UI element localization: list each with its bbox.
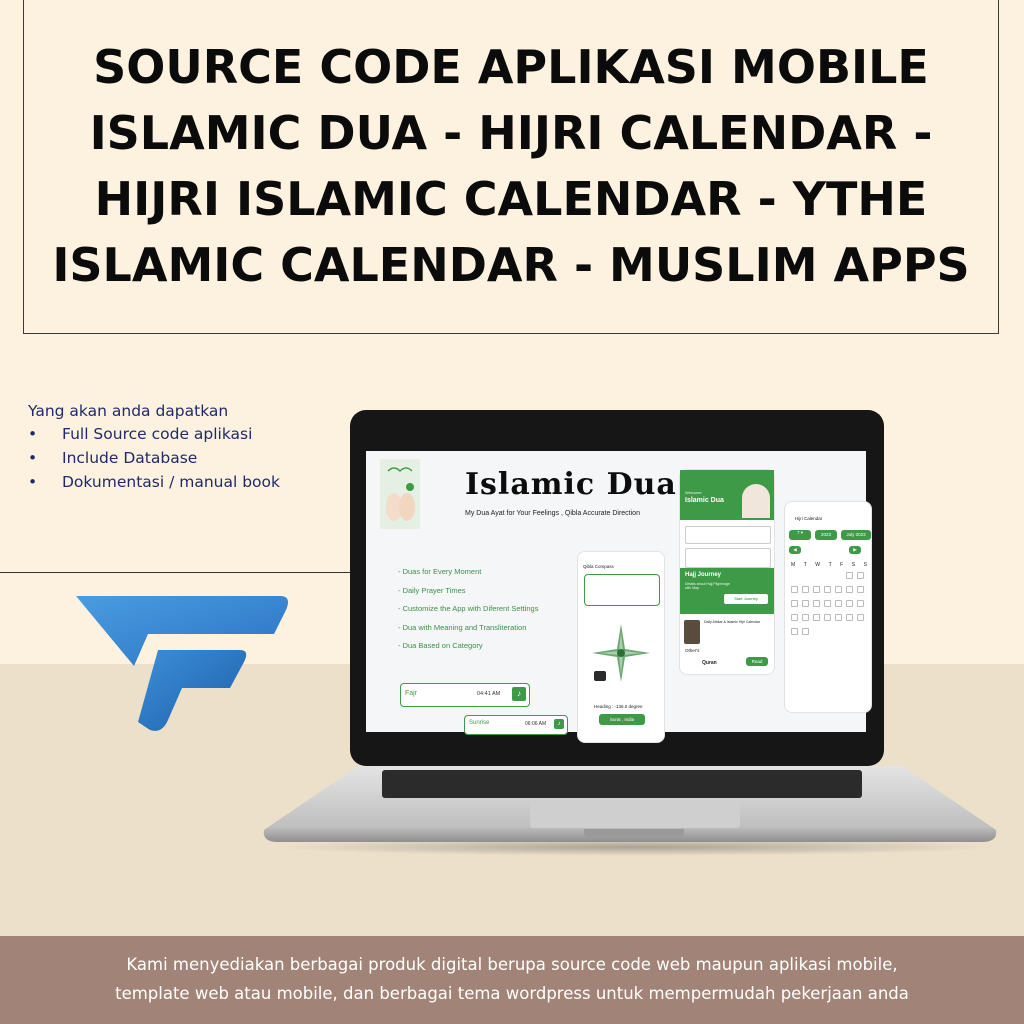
read-button[interactable]: Read (746, 657, 768, 666)
weekday-label: S (851, 562, 856, 568)
calendar-day-cell[interactable] (824, 600, 831, 607)
laptop-screen (366, 451, 866, 732)
prev-month-button[interactable]: ◀ (789, 546, 801, 554)
weekday-label: S (863, 562, 867, 568)
kaaba-icon (594, 671, 606, 681)
calendar-day-cell[interactable] (857, 614, 864, 621)
hajj-description: Details about Hajj Pilgrimage with Map (685, 582, 730, 590)
footer-banner (0, 936, 1024, 1024)
prayer-name: Fajr (405, 690, 418, 697)
others-label: Other's (685, 648, 700, 653)
prayer-name: Sunrise (469, 720, 490, 726)
footer-line: Kami menyediakan berbagai produk digital berupa source code web maupun aplikasi mobile, (126, 955, 898, 974)
start-journey-button[interactable]: Start Journey (724, 594, 768, 604)
welcome-label: Welcome (685, 490, 702, 495)
calendar-day-cell[interactable] (802, 586, 809, 593)
calendar-day-cell[interactable] (813, 614, 820, 621)
weekday-label: F (840, 562, 844, 568)
footer-line: template web atau mobile, dan berbagai tema wordpress untuk mempermudah pekerjaan anda (115, 984, 909, 1003)
next-month-button[interactable]: ▶ (849, 546, 861, 554)
day-select[interactable]: 7 ▾ (789, 530, 811, 540)
touchpad (530, 802, 740, 828)
benefits-list (28, 402, 280, 494)
feature-item: - Dua Based on Category (398, 641, 483, 650)
calendar-day-cell[interactable] (857, 586, 864, 593)
benefit-item: • Include Database (28, 446, 280, 470)
calendar-day-cell[interactable] (846, 572, 853, 579)
hijri-title: Hijri Calendar (795, 516, 823, 521)
divider (0, 572, 350, 573)
weekday-header (791, 562, 867, 568)
prayer-card-fajr[interactable] (400, 683, 530, 707)
prayer-time: 06:06 AM (525, 721, 547, 727)
next-prayer-card (685, 526, 771, 544)
home-phone-screen (679, 469, 775, 675)
welcome-title: Islamic Dua (685, 497, 724, 504)
month-select[interactable]: July 2023 (841, 530, 871, 540)
avatar (742, 484, 770, 518)
hijri-phone-screen (784, 501, 872, 713)
bell-icon[interactable]: ♪ (512, 687, 526, 701)
app-subtitle: My Dua Ayat for Your Feelings , Qibla Accurate Direction (465, 510, 640, 517)
prayer-card-sunrise[interactable] (464, 715, 568, 735)
prayer-times-row (685, 548, 771, 568)
location-button[interactable]: Surat , India (599, 714, 645, 725)
qibla-phone-screen (577, 551, 665, 743)
adhkar-label: Daily Athkar & Islamic Hijri Calendar (704, 620, 761, 624)
calendar-day-cell[interactable] (813, 600, 820, 607)
laptop-notch (584, 829, 684, 838)
calendar-day-cell[interactable] (846, 600, 853, 607)
calendar-day-cell[interactable] (802, 628, 809, 635)
calendar-day-cell[interactable] (846, 614, 853, 621)
calendar-day-cell[interactable] (824, 614, 831, 621)
hajj-title: Hajj Journey (685, 572, 722, 578)
calendar-day-cell[interactable] (802, 614, 809, 621)
calendar-day-cell[interactable] (824, 586, 831, 593)
weekday-label: M (791, 562, 796, 568)
feature-item: - Customize the App with Diferent Settings (398, 604, 539, 613)
feature-item: - Daily Prayer Times (398, 585, 466, 595)
feature-item: - Dua with Meaning and Transliteration (398, 622, 527, 632)
app-logo-image (380, 459, 420, 529)
brand-logo-icon (70, 590, 300, 740)
benefits-heading: Yang akan anda dapatkan (28, 402, 229, 420)
calendar-day-cell[interactable] (802, 600, 809, 607)
quran-label: Quran (702, 660, 717, 666)
calendar-day-cell[interactable] (791, 628, 798, 635)
calendar-day-cell[interactable] (835, 600, 842, 607)
calendar-day-cell[interactable] (813, 586, 820, 593)
weekday-label: T (803, 562, 807, 568)
title-box (23, 0, 999, 334)
calendar-day-cell[interactable] (791, 586, 798, 593)
calendar-day-cell[interactable] (846, 586, 853, 593)
bell-icon[interactable]: ♪ (554, 719, 564, 729)
feature-item: - Duas for Every Moment (398, 567, 482, 576)
calendar-day-cell[interactable] (791, 614, 798, 621)
app-name: Islamic Dua (465, 467, 677, 502)
calendar-day-cell[interactable] (835, 586, 842, 593)
adhkar-image (684, 620, 700, 644)
calendar-day-cell[interactable] (857, 572, 864, 579)
benefit-item: • Full Source code aplikasi (28, 422, 280, 446)
hajj-card (680, 568, 774, 614)
qibla-instructions (584, 574, 660, 606)
heading-readout: Heading : -136.0 degree (594, 704, 643, 709)
year-select[interactable]: 2023 (815, 530, 837, 540)
benefit-item: • Dokumentasi / manual book (28, 470, 280, 494)
keyboard (382, 770, 862, 798)
welcome-banner (680, 470, 774, 520)
calendar-day-cell[interactable] (857, 600, 864, 607)
prayer-time: 04:41 AM (477, 691, 501, 697)
page-title: SOURCE CODE APLIKASI MOBILE ISLAMIC DUA - HIJRI CALENDAR - HIJRI ISLAMIC CALENDAR - YTHE ISLAMIC CALENDAR - MUSLIM APPS (52, 40, 970, 292)
qibla-title: Qibla Compass (583, 564, 614, 569)
calendar-day-cell[interactable] (791, 600, 798, 607)
weekday-label: W (815, 562, 821, 568)
calendar-day-cell[interactable] (835, 614, 842, 621)
feature-list (398, 567, 538, 660)
weekday-label: T (828, 562, 832, 568)
